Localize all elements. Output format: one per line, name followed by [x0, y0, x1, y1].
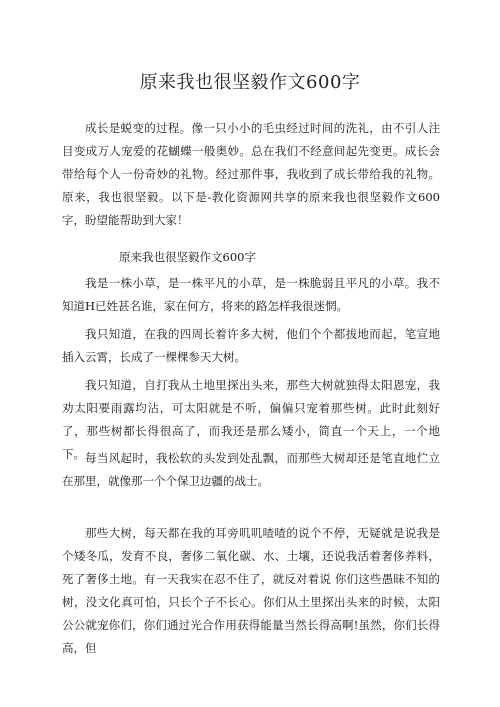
page-title: 原来我也很坚毅作文600字 — [139, 72, 361, 93]
body-paragraph-1: 我是一株小草，是一株平凡的小草，是一株脆弱且平凡的小草。我不知道H已姓甚名谁，家在何方，将来的路怎样我很迷惘。 — [62, 276, 440, 313]
body-paragraph-4: 每当风起时，我松软的头发到处乱飘，而那些大树却还是笔直地伫立在那里，就像那一个个保卫边疆的战士。 — [62, 451, 440, 488]
intro-paragraph: 成长是蜕变的过程。像一只小小的毛虫经过时间的洗礼，由不引人注目变成万人宠爱的花蝴蝶一般奥妙。总在我们不经意间起先变更。成长会带给每个人一份奇妙的礼物。经过那件事，我收到了成长带给我的礼物。原来，我也很坚毅。以下是-教化资源网共享的原来我也很坚毅作文600字，盼望能帮助到大家！ — [62, 121, 440, 227]
essay-subtitle: 原来我也很坚毅作文600字 — [119, 250, 256, 264]
body-paragraph-2: 我只知道，在我的四周长着许多大树，他们个个都拔地而起，笔宣地插入云霄，长成了一棵棵参天大树。 — [62, 327, 440, 364]
body-paragraph-3: 我只知道，自打我从土地里探出头来，那些大树就独得太阳恩宠，我劝太阳要雨露均沾，可太阳就是不听，偏偏只宠着那些树。此时此刻好了，那些树都长得很高了，而我还是那么矮小，简直一个天上，一个地下。 — [62, 378, 440, 461]
body-paragraph-5: 那些大树，每天都在我的耳旁叽叽喳喳的说个不停，无疑就是说我是个矮冬瓜，发育不良，奢侈二氧化碳、水、土壤，还说我活着奢侈养料，死了奢侈土地。有一天我实在忍不住了，就反对着说 你们这些愚昧不知的树，没文化真可怕，只长个子不长心。你们从土里探出头来的时候，太阳公公就宠你们，你们通过光合作用获得能量当然长得高啊!虽然，你们长得高，但 — [62, 526, 440, 655]
